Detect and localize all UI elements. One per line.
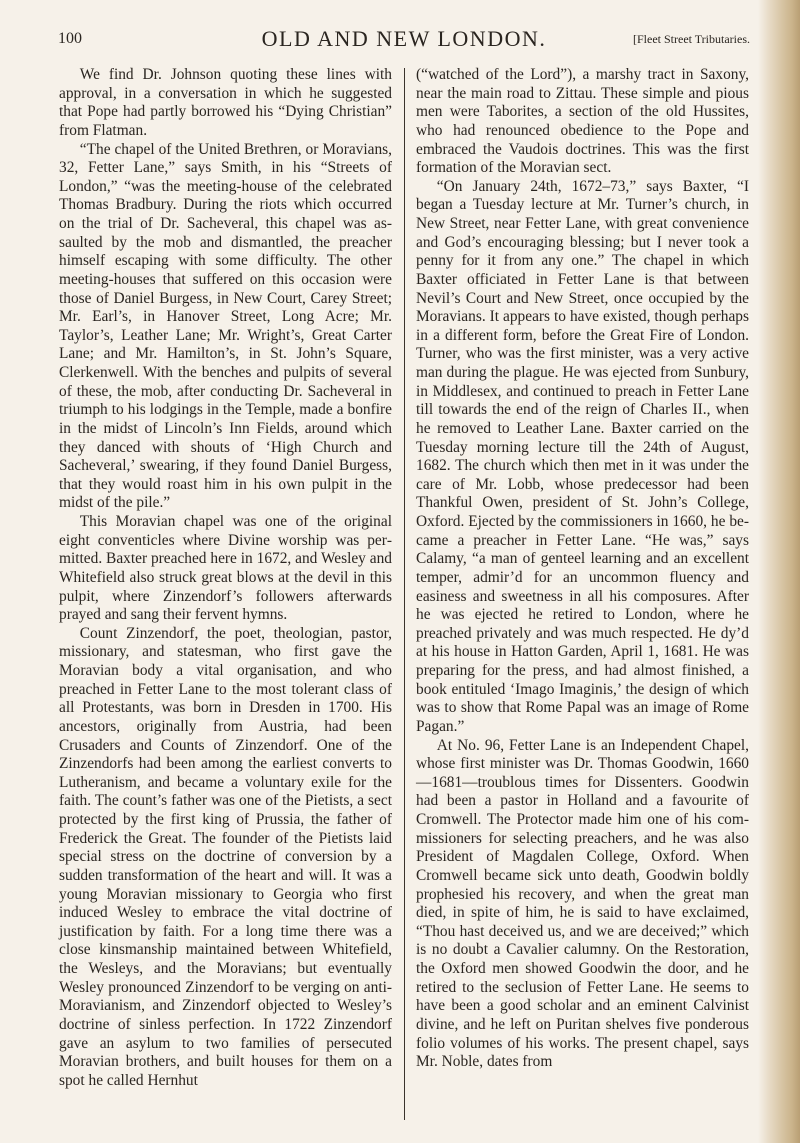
page-header xyxy=(58,26,750,56)
page-edge-shadow xyxy=(758,0,800,1143)
paragraph: We find Dr. Johnson quoting these lines with approval, in a conversation in which he suggested that Pope had partly borrowed his “Dying Christian” from Flatman. xyxy=(59,66,392,139)
left-column xyxy=(59,66,392,1090)
column-divider xyxy=(404,68,405,1120)
paragraph: Count Zinzendorf, the poet, theologian, pastor, missionary, and statesman, who first gave the Moravian body a vital organisation, and who preached in Fetter Lane to the most tolerant class of all Protestants, was born in Dresden in 1700. His ancestors, originally from Austria, had been Crusaders and Counts of Zinzendorf. One of the Zinzendorfs had been among the earliest converts to Lutheranism, and became a voluntary exile for the faith. The count’s father was one of the Pietists, a sect protected by the first king of Prussia, the father of Frederick the Great. The founder of the Pietists laid special stress on the doctrine of conversion by a sudden transformation of the heart and will. It was a young Moravian missionary to Georgia who first induced Wesley to embrace the vital doctrine of justification by faith. For a long time there was a close kinsmanship maintained between Whitefield, the Wesleys, and the Moravians; but eventually Wesley pronounced Zinzendorf to be verging on anti-Moravianism, and Zinzendorf objected to Wesley’s doctrine of sinless perfection. In 1722 Zinzendorf gave an asylum to two families of persecuted Moravian brothers, and built houses for them on a spot he called Hernhut xyxy=(59,624,392,1089)
paragraph: “The chapel of the United Brethren, or Moravians, 32, Fetter Lane,” says Smith, in his “Streets of London,” “was the meeting-house of the celebrated Thomas Bradbury. During the riots which occurred on the trial of Dr. Sacheveral, this chapel was assaulted by the mob and dismantled, the preacher himself escaping with some difficulty. The other meeting-houses that suffered on this occasion were those of Daniel Burgess, in New Court, Carey Street; Mr. Earl’s, in Hanover Street, Long Acre; Mr. Taylor’s, Leather Lane; Mr. Wright’s, Great Carter Lane; and Mr. Hamilton’s, in St. John’s Square, Clerkenwell. With the benches and pulpits of several of these, the mob, after conducting Dr. Sacheveral in triumph to his lodgings in the Temple, made a bonfire in the midst of Lincoln’s Inn Fields, around which they danced with shouts of ‘High Church and Sacheveral,’ swearing, if they found Daniel Burgess, that they would roast him in his own pulpit in the midst of the pile.” xyxy=(59,140,392,512)
running-title: OLD AND NEW LONDON. xyxy=(261,26,547,51)
paragraph: “On January 24th, 1672–73,” says Baxter, “I began a Tuesday lecture at Mr. Turner’s church, in New Street, near Fetter Lane, with great convenience and God’s encouraging blessing; but I never took a penny for it from any one.” The chapel in which Baxter officiated in Fetter Lane is that between Nevil’s Court and New Street, once occupied by the Moravians. It appears to have existed, though perhaps in a different form, before the Great Fire of London. Turner, who was the first minister, was a very active man during the plague. He was ejected from Sunbury, in Middlesex, and continued to preach in Fetter Lane till towards the end of the reign of Charles II., when he removed to Leather Lane. Baxter carried on the Tuesday morning lecture till the 24th of August, 1682. The church which then met in it was under the care of Mr. Lobb, whose predecessor had been Thankful Owen, president of St. John’s College, Oxford. Ejected by the commissioners in 1660, he became a preacher in Fetter Lane. “He was,” says Calamy, “a man of genteel learning and an excellent temper, admir’d for an uncommon fluency and easiness and sweetness in all his composures. After he was ejected he retired to London, where he preached privately and was much respected. He dy’d at his house in Hatton Garden, April 1, 1681. He was preparing for the press, and had almost finished, a book entituled ‘Imago Imaginis,’ the design of which was to show that Rome Papal was an image of Rome Pagan.” xyxy=(416,177,749,735)
right-column xyxy=(416,66,749,1072)
paragraph: At No. 96, Fetter Lane is an Independent Chapel, whose first minister was Dr. Thomas Goodwin, 1660—1681—troublous times for Dissenters. Goodwin had been a pastor in Holland and a favourite of Cromwell. The Protector made him one of his commissioners for selecting preachers, and he was also President of Magdalen College, Oxford. When Cromwell became sick unto death, Goodwin boldly prophesied his recovery, and when the great man died, in spite of him, he is said to have exclaimed, “Thou hast deceived us, and we are deceived;” which is no doubt a Cavalier calumny. On the Restoration, the Oxford men showed Goodwin the door, and he retired to the seclusion of Fetter Lane. He seems to have been a good scholar and an eminent Calvinist divine, and he left on Puritan shelves five ponderous folio volumes of his works. The present chapel, says Mr. Noble, dates from xyxy=(416,736,749,1071)
paragraph: (“watched of the Lord”), a marshy tract in Saxony, near the main road to Zittau. These simple and pious men were Taborites, a section of the old Hussites, who had renounced obedience to the Pope and embraced the Vaudois doctrines. This was the first formation of the Moravian sect. xyxy=(416,66,749,177)
page-number: 100 xyxy=(58,30,82,47)
section-tag: [Fleet Street Tributaries. xyxy=(633,32,750,46)
paragraph: This Moravian chapel was one of the original eight conventicles where Divine worship was permitted. Baxter preached here in 1672, and Wesley and Whitefield also struck great blows at the devil in this pulpit, where Zinzendorf’s followers afterwards prayed and sang their fervent hymns. xyxy=(59,513,392,624)
